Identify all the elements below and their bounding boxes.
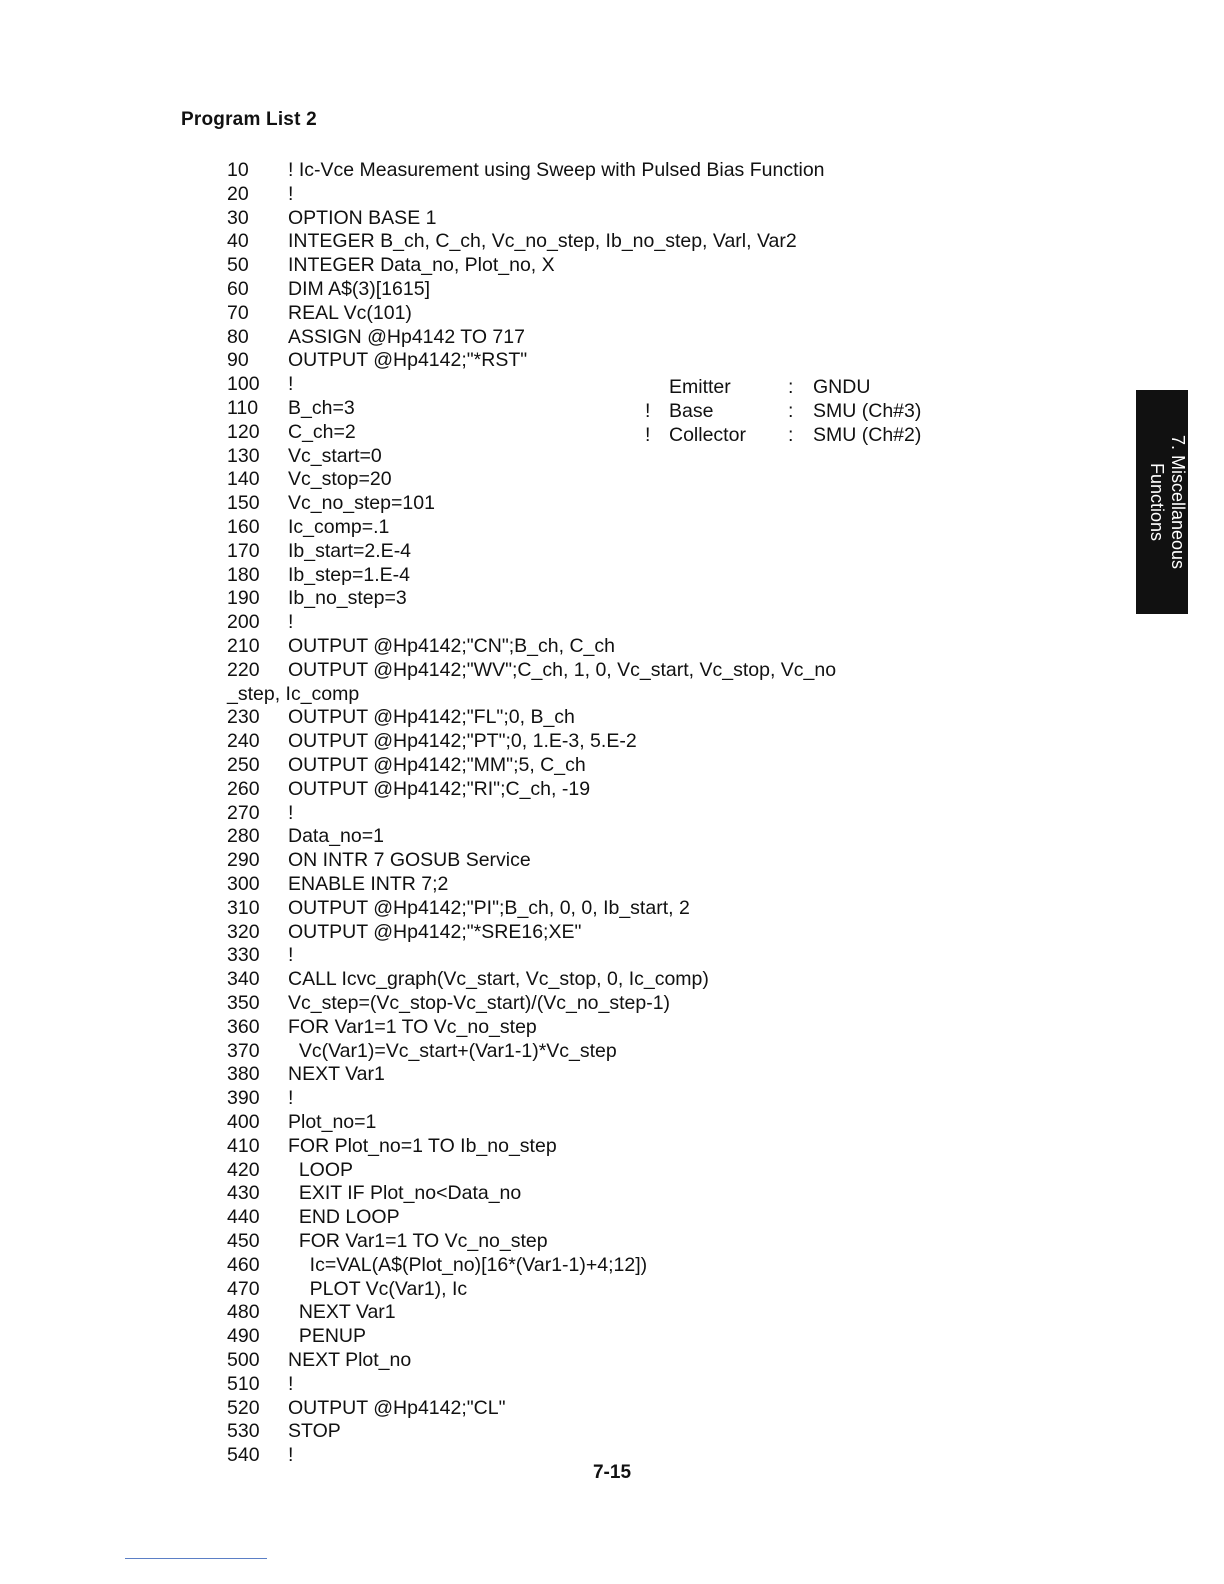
line-number: 30 (227, 207, 249, 229)
comment-colon: : (788, 400, 794, 422)
page-number: 7-15 (592, 1462, 632, 1483)
section-tab (1136, 390, 1188, 614)
line-code: OUTPUT @Hp4142;"PT";0, 1.E-3, 5.E-2 (288, 730, 637, 752)
line-number: 60 (227, 278, 249, 300)
line-code: ! (288, 802, 294, 824)
line-number: 10 (227, 159, 249, 181)
line-code: ! Ic-Vce Measurement using Sweep with Pulsed Bias Function (288, 159, 825, 181)
line-number: 410 (227, 1135, 260, 1157)
line-code: NEXT Var1 (288, 1063, 385, 1085)
line-number: 470 (227, 1278, 260, 1300)
line-number: 280 (227, 825, 260, 847)
line-code: C_ch=2 (288, 421, 356, 443)
line-code: OUTPUT @Hp4142;"*RST" (288, 349, 528, 371)
line-number: 510 (227, 1373, 260, 1395)
line-code: CALL Icvc_graph(Vc_start, Vc_stop, 0, Ic_comp) (288, 968, 709, 990)
line-code: ON INTR 7 GOSUB Service (288, 849, 531, 871)
line-code: B_ch=3 (288, 397, 355, 419)
line-number: 210 (227, 635, 260, 657)
line-number: 160 (227, 516, 260, 538)
line-number: 150 (227, 492, 260, 514)
line-code: OUTPUT @Hp4142;"RI";C_ch, -19 (288, 778, 591, 800)
line-code: OPTION BASE 1 (288, 207, 437, 229)
terminal-name: Emitter (669, 376, 731, 398)
line-number: 370 (227, 1040, 260, 1062)
line-code: ! (288, 1444, 294, 1466)
line-code: DIM A$(3)[1615] (288, 278, 430, 300)
line-code: END LOOP (288, 1206, 400, 1228)
terminal-name: Base (669, 400, 714, 422)
line-number: 200 (227, 611, 260, 633)
line-number: 330 (227, 944, 260, 966)
line-number: 190 (227, 587, 260, 609)
line-number: 380 (227, 1063, 260, 1085)
line-code: FOR Var1=1 TO Vc_no_step (288, 1230, 548, 1252)
line-code: Ic_comp=.1 (288, 516, 390, 538)
line-code: NEXT Var1 (288, 1301, 396, 1323)
footer-rule (125, 1558, 267, 1559)
terminal-resource: GNDU (813, 376, 871, 398)
line-code: EXIT IF Plot_no<Data_no (288, 1182, 522, 1204)
line-number: 50 (227, 254, 249, 276)
line-number: 100 (227, 373, 260, 395)
section-tab-title: Functions (1147, 462, 1167, 542)
line-number: 450 (227, 1230, 260, 1252)
line-code: Ib_start=2.E-4 (288, 540, 412, 562)
line-number: 240 (227, 730, 260, 752)
line-code: ! (288, 611, 294, 633)
terminal-resource: SMU (Ch#2) (813, 424, 922, 446)
line-code: OUTPUT @Hp4142;"MM";5, C_ch (288, 754, 586, 776)
line-number: 340 (227, 968, 260, 990)
line-code: OUTPUT @Hp4142;"FL";0, B_ch (288, 706, 575, 728)
line-code: ! (288, 1373, 294, 1395)
line-code: OUTPUT @Hp4142;"PI";B_ch, 0, 0, Ib_start, 2 (288, 897, 690, 919)
line-code: PENUP (288, 1325, 367, 1347)
terminal-name: Collector (669, 424, 746, 446)
line-number: 290 (227, 849, 260, 871)
line-number: 220 (227, 659, 260, 681)
line-number: 180 (227, 564, 260, 586)
line-code: OUTPUT @Hp4142;"*SRE16;XE" (288, 921, 582, 943)
line-number: 350 (227, 992, 260, 1014)
line-number: 520 (227, 1397, 260, 1419)
line-code: FOR Var1=1 TO Vc_no_step (288, 1016, 537, 1038)
line-number: 250 (227, 754, 260, 776)
program-list-heading: Program List 2 (181, 109, 317, 130)
line-number: 140 (227, 468, 260, 490)
line-number: 480 (227, 1301, 260, 1323)
line-code: NEXT Plot_no (288, 1349, 412, 1371)
line-code: Vc_no_step=101 (288, 492, 435, 514)
line-number: 120 (227, 421, 260, 443)
line-number: 530 (227, 1420, 260, 1442)
line-code: OUTPUT @Hp4142;"CL" (288, 1397, 506, 1419)
line-code: Vc_start=0 (288, 445, 382, 467)
line-code: Ic=VAL(A$(Plot_no)[16*(Var1-1)+4;12]) (288, 1254, 648, 1276)
line-number: 430 (227, 1182, 260, 1204)
terminal-resource: SMU (Ch#3) (813, 400, 922, 422)
line-code: Ib_step=1.E-4 (288, 564, 410, 586)
line-number: 500 (227, 1349, 260, 1371)
line-number: 390 (227, 1087, 260, 1109)
line-code: Data_no=1 (288, 825, 384, 847)
line-code: FOR Plot_no=1 TO Ib_no_step (288, 1135, 557, 1157)
line-number: 300 (227, 873, 260, 895)
section-tab-chapter: 7. Miscellaneous (1168, 434, 1188, 570)
line-code: Plot_no=1 (288, 1111, 377, 1133)
line-number: 80 (227, 326, 249, 348)
line-number: 260 (227, 778, 260, 800)
line-code: STOP (288, 1420, 341, 1442)
line-number: 270 (227, 802, 260, 824)
line-code: ENABLE INTR 7;2 (288, 873, 449, 895)
line-code: LOOP (288, 1159, 354, 1181)
comment-colon: : (788, 376, 794, 398)
line-number: 40 (227, 230, 249, 252)
line-code: ASSIGN @Hp4142 TO 717 (288, 326, 525, 348)
line-number: 360 (227, 1016, 260, 1038)
line-code: Vc_step=(Vc_stop-Vc_start)/(Vc_no_step-1) (288, 992, 671, 1014)
line-code: REAL Vc(101) (288, 302, 412, 324)
line-code: OUTPUT @Hp4142;"WV";C_ch, 1, 0, Vc_start, Vc_stop, Vc_no (288, 659, 837, 681)
line-code: ! (288, 183, 294, 205)
line-code: INTEGER B_ch, C_ch, Vc_no_step, Ib_no_step, Varl, Var2 (288, 230, 797, 252)
line-code: Ib_no_step=3 (288, 587, 407, 609)
comment-bang: ! (645, 400, 651, 422)
line-number: 20 (227, 183, 249, 205)
line-number: 110 (227, 397, 259, 419)
line-number: 170 (227, 540, 260, 562)
line-code: _step, Ic_comp (227, 683, 360, 705)
line-code: ! (288, 944, 294, 966)
line-number: 90 (227, 349, 249, 371)
line-number: 490 (227, 1325, 260, 1347)
line-code: OUTPUT @Hp4142;"CN";B_ch, C_ch (288, 635, 615, 657)
line-number: 540 (227, 1444, 260, 1466)
line-number: 70 (227, 302, 249, 324)
line-number: 230 (227, 706, 260, 728)
comment-bang: ! (645, 424, 651, 446)
line-number: 400 (227, 1111, 260, 1133)
line-number: 320 (227, 921, 260, 943)
line-number: 420 (227, 1159, 260, 1181)
comment-colon: : (788, 424, 794, 446)
line-number: 460 (227, 1254, 260, 1276)
line-number: 130 (227, 445, 260, 467)
line-code: Vc_stop=20 (288, 468, 392, 490)
line-code: PLOT Vc(Var1), Ic (288, 1278, 468, 1300)
line-code: ! (288, 1087, 294, 1109)
line-code: INTEGER Data_no, Plot_no, X (288, 254, 555, 276)
line-number: 310 (227, 897, 260, 919)
line-code: ! (288, 373, 294, 395)
line-number: 440 (227, 1206, 260, 1228)
line-code: Vc(Var1)=Vc_start+(Var1-1)*Vc_step (288, 1040, 617, 1062)
